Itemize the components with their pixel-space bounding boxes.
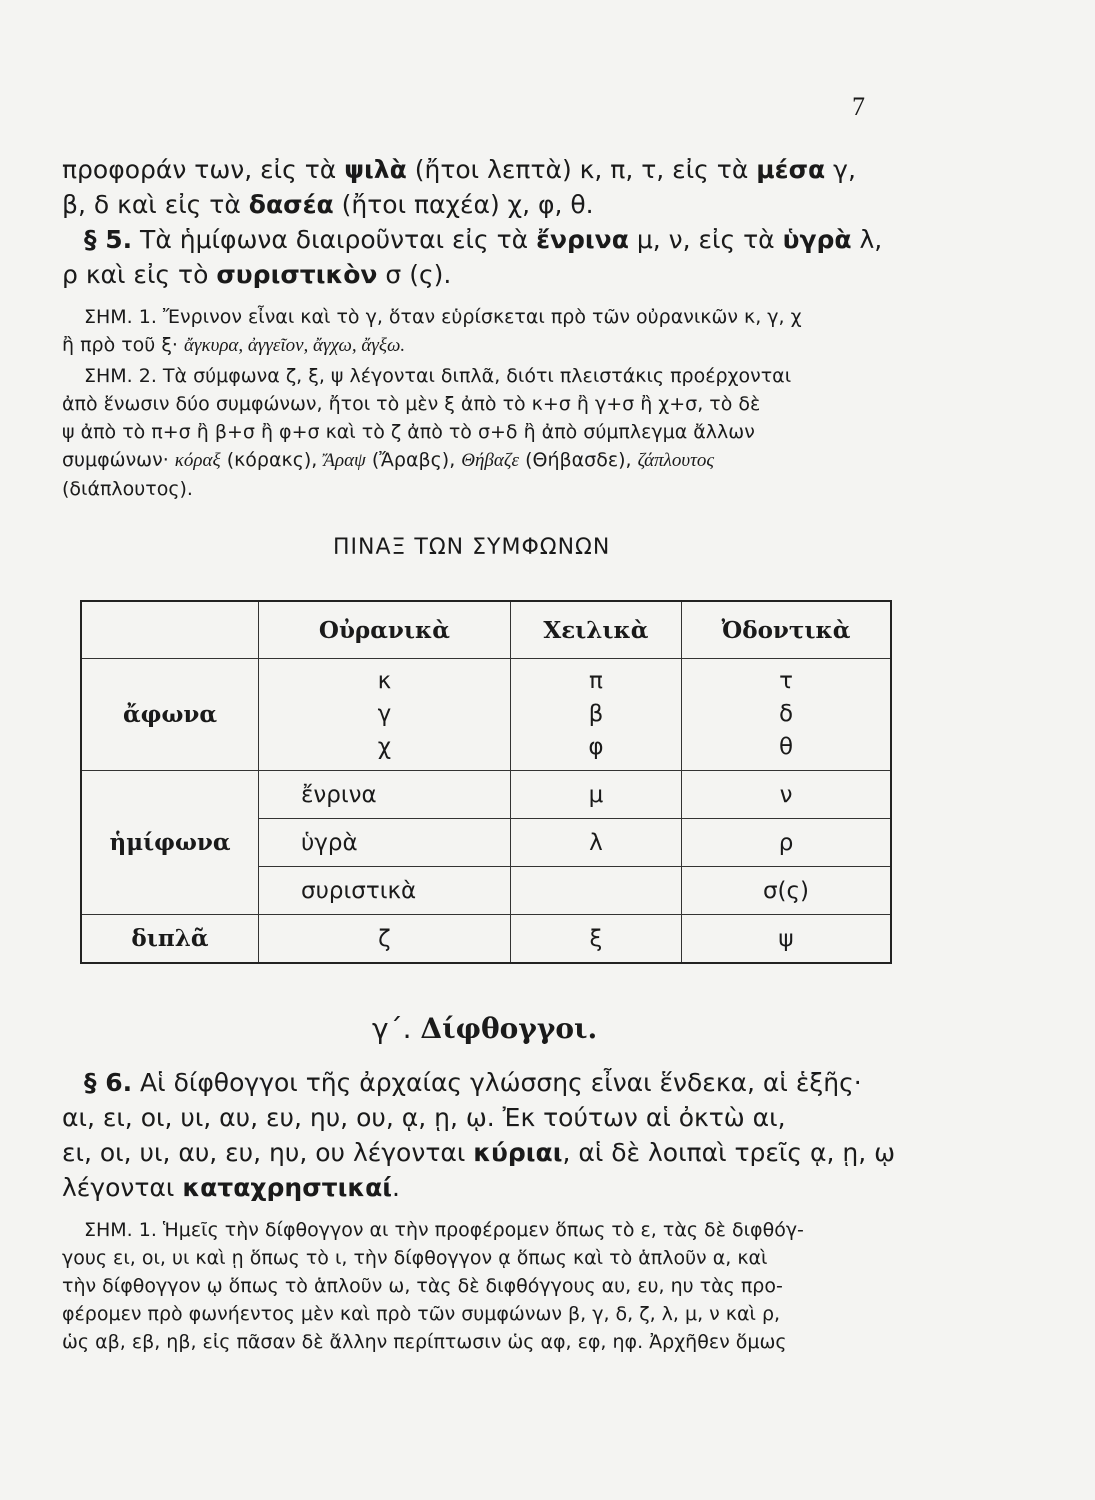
- table-cell-value: δ: [778, 701, 794, 727]
- note-2-line-5: (διάπλουτος).: [62, 478, 193, 500]
- dipla-label: διπλᾶ: [81, 915, 259, 964]
- section-letter: γ΄.: [372, 1012, 412, 1045]
- note-1: [62, 303, 905, 360]
- aphona-label: ἄφωνα: [81, 659, 259, 771]
- note-2-line-3: ψ ἀπὸ τὸ π+σ ἢ β+σ ἢ φ+σ καὶ τὸ ζ ἀπὸ τὸ σ+δ ἢ ἀπὸ σύμπλεγμα ἄλλων: [62, 421, 755, 443]
- enrina-odontika: ν: [681, 771, 891, 819]
- syristika-cheilika: [510, 867, 681, 915]
- section-5-paragraph: [62, 222, 905, 292]
- note-3-line-2: γους ει, οι, υι καὶ ῃ ὅπως τὸ ι, τὴν δίφθογγον ᾳ ὅπως καὶ τὸ ἁπλοῦν α, καὶ: [62, 1247, 768, 1269]
- enrina-cheilika: μ: [510, 771, 681, 819]
- hygra-cheilika: λ: [510, 819, 681, 867]
- table-cell-value: τ: [779, 668, 793, 694]
- note-1-line-2: ἢ πρὸ τοῦ ξ· ἄγκυρα, ἀγγεῖον, ἄγχω, ἄγξω.: [62, 334, 406, 356]
- aphona-cheilika-cell: [510, 659, 681, 771]
- table-title: ΠΙΝΑΞ ΤΩΝ ΣΥΜΦΩΝΩΝ: [333, 535, 611, 560]
- page-number: 7: [852, 92, 865, 121]
- intro-line-1: προφοράν των, εἰς τὰ ψιλὰ (ἤτοι λεπτὰ) κ, π, τ, εἰς τὰ μέσα γ,: [62, 155, 856, 184]
- dipla-odontika: ψ: [681, 915, 891, 964]
- hemiphona-row-enrina: [81, 771, 891, 819]
- note-3-line-1: ΣΗΜ. 1. Ἡμεῖς τὴν δίφθογγον αι τὴν προφέρομεν ὅπως τὸ ε, τὰς δὲ διφθόγ-: [84, 1219, 804, 1241]
- table-cell-value: γ: [377, 701, 392, 727]
- table-cell-value: θ: [778, 734, 794, 760]
- note-2-line-2: ἀπὸ ἕνωσιν δύο συμφώνων, ἤτοι τὸ μὲν ξ ἀπὸ τὸ κ+σ ἢ γ+σ ἢ χ+σ, τὸ δὲ: [62, 393, 761, 415]
- section-6-line-4: λέγονται καταχρηστικαί.: [62, 1173, 400, 1202]
- syristika-label: συριστικὰ: [259, 867, 511, 915]
- aphona-odontika-cell: [681, 659, 891, 771]
- note-2-line-4: συμφώνων· κόραξ (κόρακς), Ἄραψ (Ἄραβς), Θήβαζε (Θήβασδε), ζάπλουτος: [62, 449, 715, 471]
- section-6-line-1: § 6. Αἱ δίφθογγοι τῆς ἀρχαίας γλώσσης εἶναι ἕνδεκα, αἱ ἑξῆς·: [84, 1068, 862, 1097]
- dipla-row: [81, 915, 891, 964]
- note-3-line-5: ὡς αβ, εβ, ηβ, εἰς πᾶσαν δὲ ἄλλην περίπτωσιν ὡς αφ, εφ, ηφ. Ἀρχῆθεν ὅμως: [62, 1331, 787, 1353]
- section-6-line-2: αι, ει, οι, υι, αυ, ευ, ηυ, ου, ᾳ, ῃ, ῳ. Ἐκ τούτων αἱ ὀκτὼ αι,: [62, 1103, 786, 1132]
- section-heading-diphthongs: [372, 1012, 597, 1045]
- note-3: [62, 1216, 905, 1356]
- table-cell-value: φ: [588, 734, 604, 760]
- section-6-line-3: ει, οι, υι, αυ, ευ, ηυ, ου λέγονται κύριαι, αἱ δὲ λοιπαὶ τρεῖς ᾳ, ῃ, ῳ: [62, 1138, 896, 1167]
- intro-line-2: β, δ καὶ εἰς τὰ δασέα (ἤτοι παχέα) χ, φ, θ.: [62, 190, 594, 219]
- section-6-paragraph: [62, 1065, 905, 1205]
- enrina-label: ἔνρινα: [259, 771, 511, 819]
- table-cell-value: κ: [377, 668, 392, 694]
- aphona-row: [81, 659, 891, 771]
- note-1-line-1: ΣΗΜ. 1. Ἔνρινον εἶναι καὶ τὸ γ, ὅταν εὑρίσκεται πρὸ τῶν οὐρανικῶν κ, γ, χ: [84, 306, 802, 328]
- table-corner-cell: [81, 601, 259, 659]
- note-2: [62, 362, 905, 503]
- section-word: Δίφθογγοι.: [420, 1012, 598, 1045]
- table-cell-value: β: [588, 701, 604, 727]
- hygra-odontika: ρ: [681, 819, 891, 867]
- section-5-line-2: ρ καὶ εἰς τὸ συριστικὸν σ (ς).: [62, 260, 452, 289]
- aphona-ouranika-cell: [259, 659, 511, 771]
- header-odontika: Ὀδοντικὰ: [681, 601, 891, 659]
- header-cheilika: Χειλικὰ: [510, 601, 681, 659]
- dipla-cheilika: ξ: [510, 915, 681, 964]
- section-5-line-1: § 5. Τὰ ἡμίφωνα διαιροῦνται εἰς τὰ ἔνρινα μ, ν, εἰς τὰ ὑγρὰ λ,: [84, 225, 883, 254]
- syristika-odontika: σ(ς): [681, 867, 891, 915]
- hemiphona-label: ἡμίφωνα: [81, 771, 259, 915]
- note-2-line-1: ΣΗΜ. 2. Τὰ σύμφωνα ζ, ξ, ψ λέγονται διπλᾶ, διότι πλειστάκις προέρχονται: [84, 365, 792, 387]
- consonant-table: [80, 600, 892, 964]
- dipla-ouranika: ζ: [259, 915, 511, 964]
- table-cell-value: χ: [377, 734, 392, 760]
- hygra-label: ὑγρὰ: [259, 819, 511, 867]
- note-3-line-3: τὴν δίφθογγον ῳ ὅπως τὸ ἁπλοῦν ω, τὰς δὲ διφθόγγους αυ, ευ, ηυ τὰς προ-: [62, 1275, 783, 1297]
- note-3-line-4: φέρομεν πρὸ φωνήεντος μὲν καὶ πρὸ τῶν συμφώνων β, γ, δ, ζ, λ, μ, ν καὶ ρ,: [62, 1303, 781, 1325]
- table-header-row: [81, 601, 891, 659]
- table-cell-value: π: [589, 668, 603, 694]
- header-ouranika: Οὐρανικὰ: [259, 601, 511, 659]
- intro-paragraph: [62, 152, 905, 222]
